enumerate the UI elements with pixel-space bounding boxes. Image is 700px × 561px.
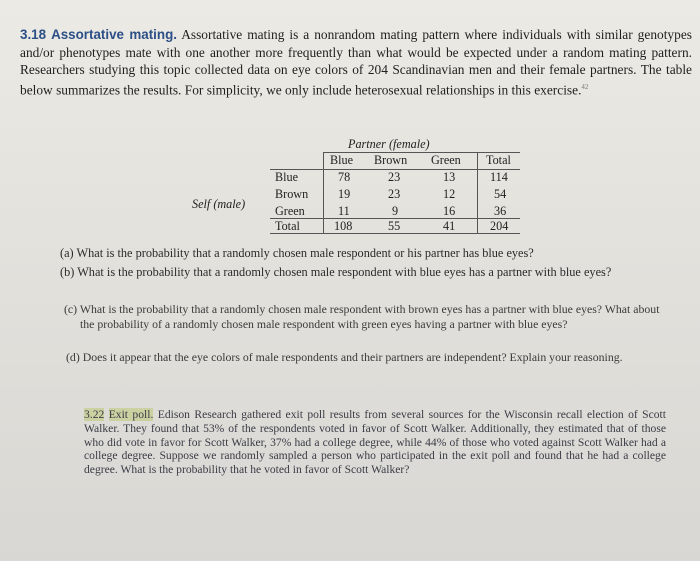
problem-text: Assortative mating is a nonrandom mating pattern where individuals with similar genotypes and/or phenotypes mate with one another more frequently than what would be expected under a random mating pattern. Researchers studying this topic collected data on eye colors of 204 Scandinavian men and their female partners. The table below summarizes the results. For simplicity, we only include heterosexual relationships in this exercise. [20,27,692,97]
cell: 41 [443,219,456,233]
col-header-total: Total [486,153,511,167]
table-rule [270,233,520,234]
question-b [60,265,668,280]
problem2-title: Exit poll. [108,408,154,421]
question-label: (c) [64,302,78,316]
problem2-text: Edison Research gathered exit poll results from several sources for the Wisconsin recall election of Scott Walker. They found that 53% of the respondents voted in favor of Scott Walker. Additionally, they estimated that of those who did vote in favor for Scott Walker, 37% had a college degree, while 44% of those who voted against Scott Walker had a college degree. Suppose we randomly sampled a person who participated in the exit poll and found that he had a college degree. What is the probability that he voted in favor of Scott Walker? [84,408,666,477]
cell: 13 [443,170,456,184]
table-rule [323,152,324,234]
col-group-header: Partner (female) [348,137,430,151]
cell: 108 [334,219,353,233]
cell: 78 [338,170,351,184]
col-header-brown: Brown [374,153,408,167]
problem-3-22 [84,408,666,477]
cell: 23 [388,187,401,201]
table-rule [477,152,478,234]
question-text: What is the probability that a randomly chosen male respondent with blue eyes has a partner with blue eyes? [77,265,612,279]
question-d [66,350,652,365]
question-label: (d) [66,350,80,364]
row-group-header: Self (male) [192,197,246,211]
cell: 11 [338,204,350,218]
problem2-number: 3.22 [84,408,105,421]
table-rule [270,218,520,219]
question-label: (a) [60,246,74,260]
question-label: (b) [60,265,75,279]
footnote-marker: 42 [581,82,589,91]
problem-3-18 [20,26,692,98]
question-text: What is the probability that a randomly chosen male respondent or his partner has blue eyes? [76,246,534,260]
table-rule [324,152,520,153]
table-rule [270,169,520,170]
cell: 23 [388,170,401,184]
cell: 204 [490,219,509,233]
cell: 54 [494,187,507,201]
row-label-blue: Blue [275,170,299,184]
problem-title: Assortative mating. [51,27,177,42]
question-text: What is the probability that a randomly chosen male respondent with brown eyes has a partner with blue eyes? What about the probability of a randomly chosen male respondent with green eyes having a partner with blue eyes? [79,302,660,331]
question-a [60,246,666,261]
row-label-total: Total [275,219,300,233]
cell: 9 [392,204,399,218]
row-label-brown: Brown [275,187,309,201]
cell: 19 [338,187,351,201]
cell: 12 [443,187,456,201]
col-header-blue: Blue [330,153,354,167]
row-label-green: Green [275,204,305,218]
cell: 114 [490,170,508,184]
question-text: Does it appear that the eye colors of male respondents and their partners are independent? Explain your reasoning. [82,350,623,364]
cell: 36 [494,204,507,218]
col-header-green: Green [431,153,461,167]
cell: 16 [443,204,456,218]
cell: 55 [388,219,401,233]
question-c [64,302,670,331]
problem-number: 3.18 [20,27,47,42]
